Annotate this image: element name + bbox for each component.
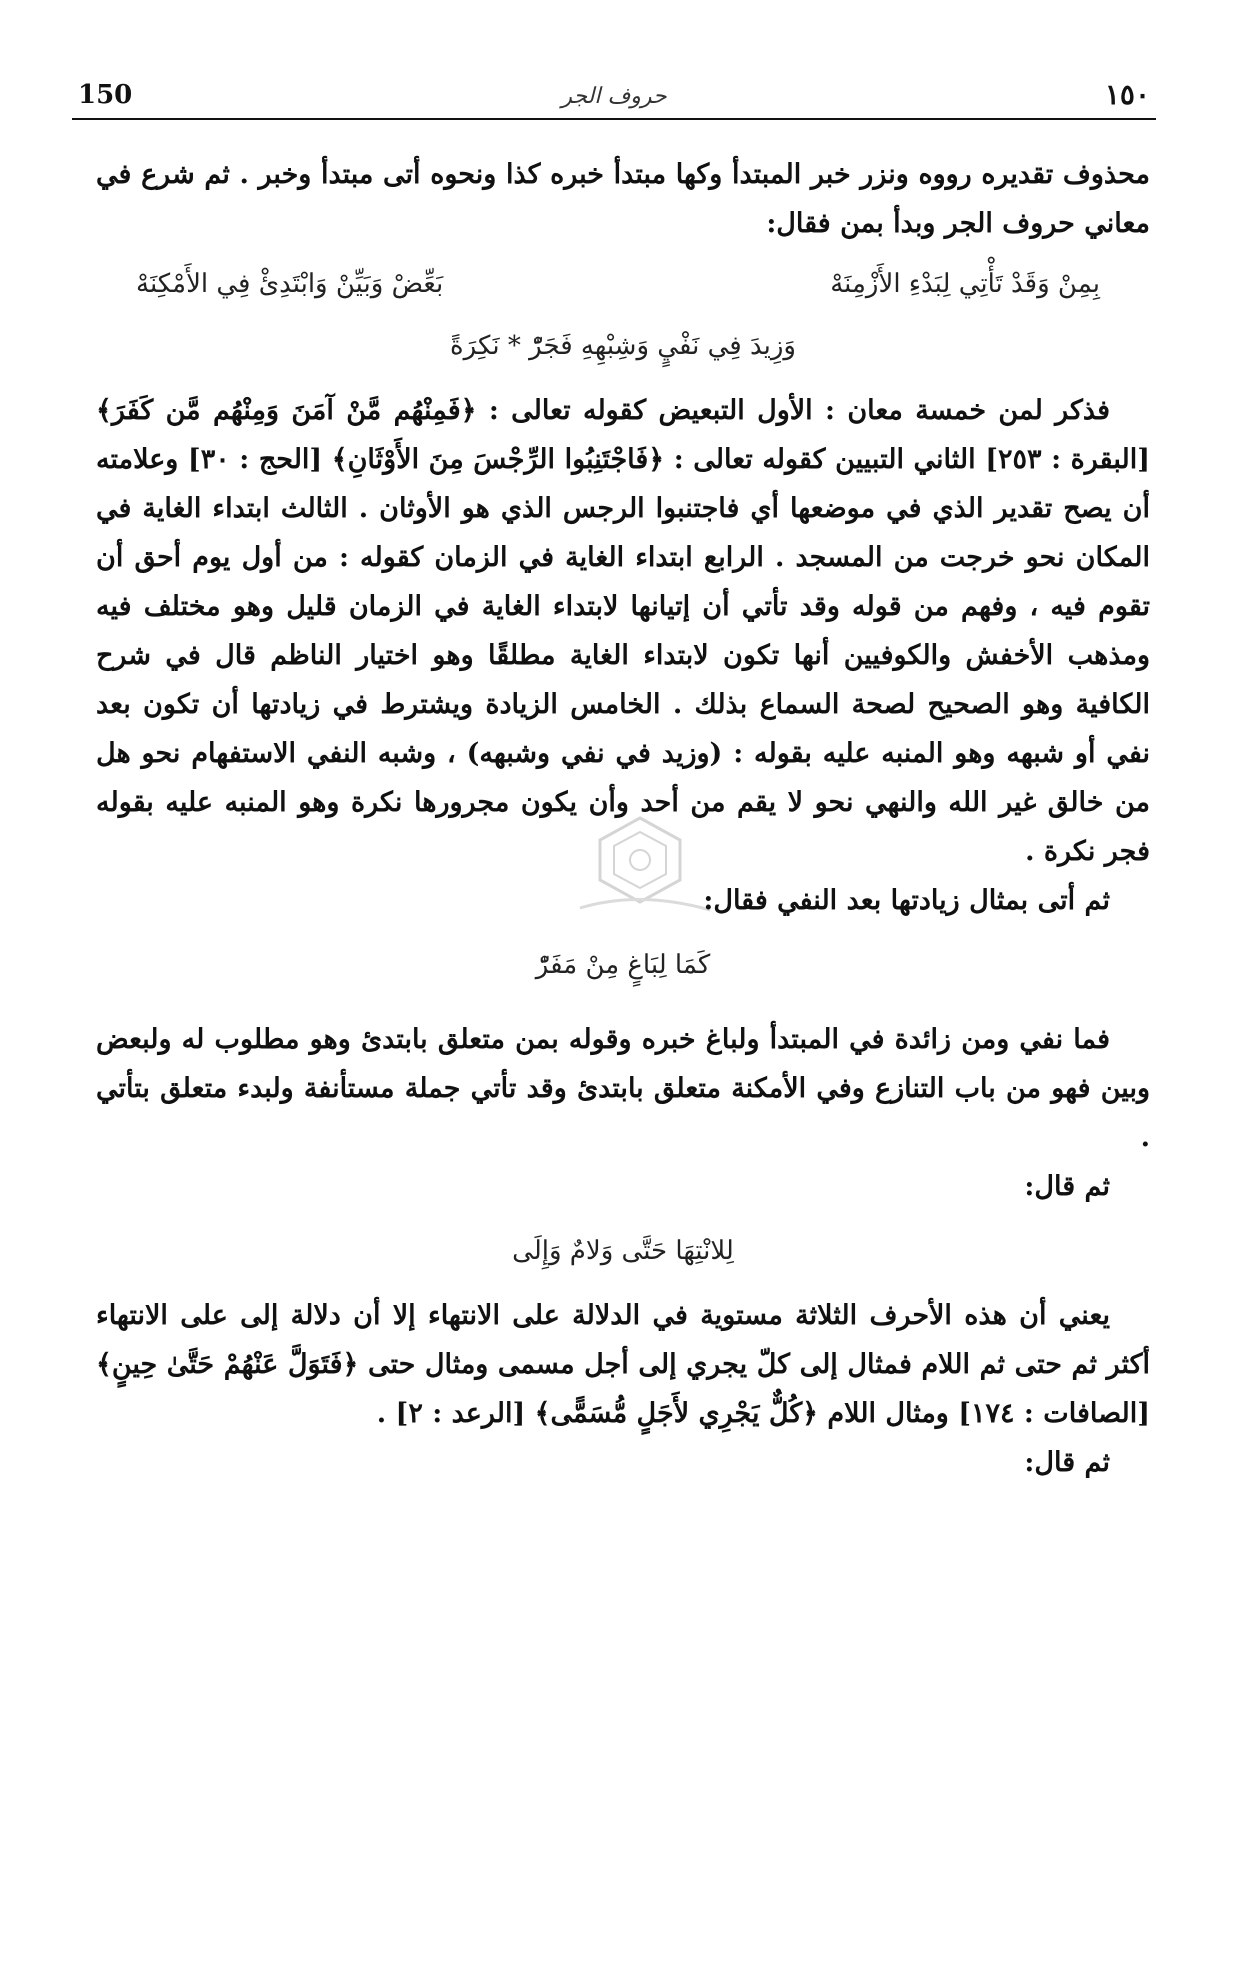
paragraph: فذكر لمن خمسة معان : الأول التبعيض كقوله تعالى : ﴿فَمِنْهُم مَّنْ آمَنَ وَمِنْهُم مَّن كَفَرَ﴾ [البقرة : ٢٥٣] الثاني التبيين كقوله تعالى : ﴿فَاجْتَنِبُوا الرِّجْسَ مِنَ الأَوْثَانِ﴾ [الحج : ٣٠] وعلامته أن يصح تقدير الذي في موضعها أي فاجتنبوا الرجس الذي هو الأوثان . الثالث ابتداء الغاية في المكان نحو خرجت من المسجد . الرابع ابتداء الغاية في الزمان كقوله : من أول يوم أحق أن تقوم فيه ، وفهم من قوله وقد تأتي أن إتيانها لابتداء الغاية في الزمان قليل وهو مختلف فيه ومذهب الأخفش والكوفيين أنها تكون لابتداء الغاية مطلقًا وهو اختيار الناظم قال في شرح الكافية وهو الصحيح لصحة السماع بذلك . الخامس الزيادة ويشترط في زيادتها أن تكون بعد نفي أو شبهه وهو المنبه عليه بقوله : (وزيد في نفي وشبهه) ، وشبه النفي الاستفهام نحو هل من خالق غير الله والنهي نحو لا يقم من أحد وأن يكون مجرورها نكرة وهو المنبه عليه بقوله فجر نكرة . [96, 395, 1150, 867]
verse-line: لِلانْتِهَا حَتَّى وَلامٌ وَإِلَى [512, 1236, 734, 1266]
running-title: حروف الجر [561, 84, 667, 109]
paragraph: محذوف تقديره رووه ونزر خبر المبتدأ وكها مبتدأ خبره كذا ونحوه أتى مبتدأ وخبر . ثم شرع في معاني حروف الجر وبدأ بمن فقال: [96, 159, 1150, 239]
paragraph: ثم أتى بمثال زيادتها بعد النفي فقال: [703, 885, 1110, 916]
verse-hemistich-left: بَعِّضْ وَبَيِّنْ وَابْتَدِئْ فِي الأَمْكِنَهْ [136, 269, 444, 299]
page-number-arabic: ١٥٠ [1104, 78, 1150, 111]
verse-line: كَمَا لِبَاغٍ مِنْ مَفَرّْ [535, 950, 711, 980]
paragraph: ثم قال: [1024, 1447, 1110, 1478]
verse-line: وَزِيدَ فِي نَفْيٍ وَشِبْهِهِ فَجَرّْ * نَكِرَةً [450, 331, 796, 361]
paragraph: فما نفي ومن زائدة في المبتدأ ولباغ خبره وقوله بمن متعلق بابتدئ وهو مطلوب له ولبعض وبين فهو من باب التنازع وفي الأمكنة متعلق بابتدئ وقد تأتي جملة مستأنفة ولبدء متعلق بتأتي . [96, 1024, 1150, 1153]
verse-hemistich-right: بِمِنْ وَقَدْ تَأْتِي لِبَدْءِ الأَزْمِنَهْ [830, 269, 1100, 299]
verse-line [136, 262, 1100, 306]
page-body [96, 150, 1150, 1487]
paragraph: ثم قال: [1024, 1171, 1110, 1202]
paragraph: يعني أن هذه الأحرف الثلاثة مستوية في الدلالة على الانتهاء إلا أن دلالة إلى على الانتهاء أكثر ثم حتى ثم اللام فمثال إلى كلّ يجري إلى أجل مسمى ومثال حتى ﴿فَتَوَلَّ عَنْهُمْ حَتَّىٰ حِينٍ﴾ [الصافات : ١٧٤] ومثال اللام ﴿كُلٌّ يَجْرِي لأَجَلٍ مُّسَمًّى﴾ [الرعد : ٢] . [96, 1300, 1150, 1429]
page-header [72, 78, 1156, 120]
page-number-latin: 150 [78, 80, 133, 110]
